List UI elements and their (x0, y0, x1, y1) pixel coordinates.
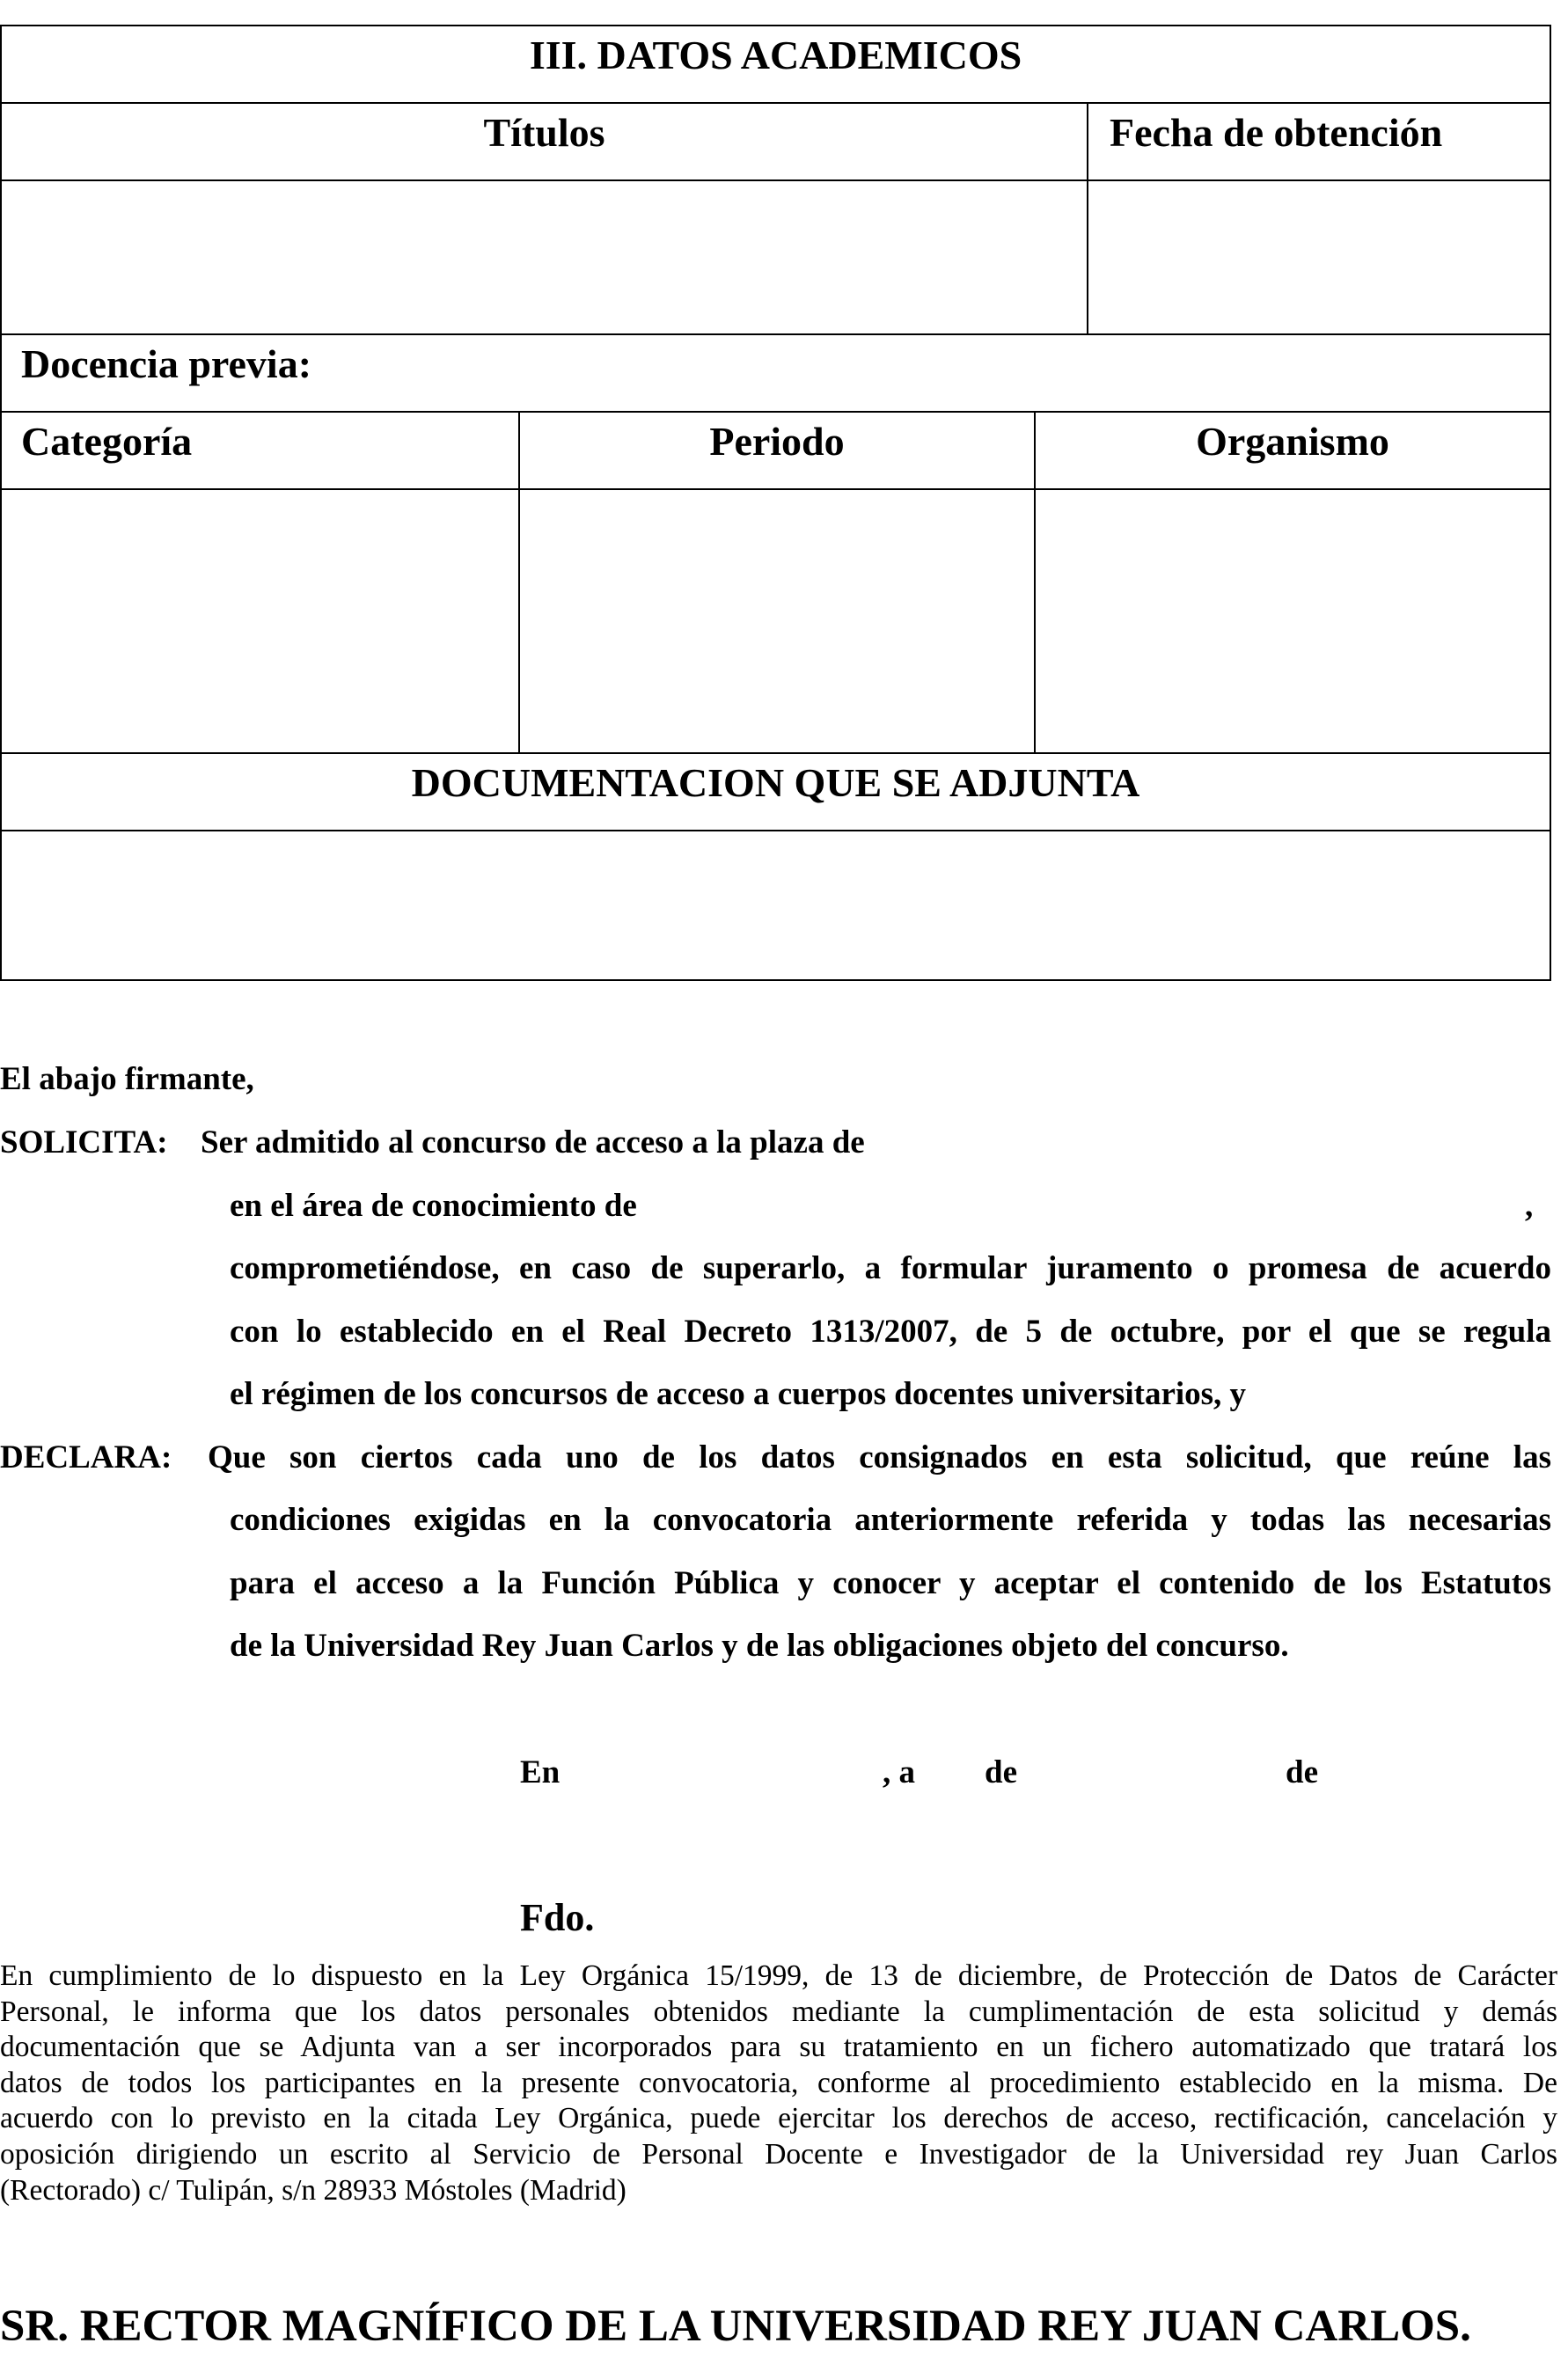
signature-label: Fdo. (520, 1896, 595, 1939)
documentacion-title: DOCUMENTACION QUE SE ADJUNTA (411, 760, 1140, 805)
periodo-header-cell (518, 413, 1034, 488)
docencia-row (2, 335, 1550, 413)
place-a-label: , a (883, 1754, 915, 1790)
declara-line-1: Que son ciertos cada uno de los datos consignados en esta solicitud, que reúne las (208, 1439, 1551, 1475)
categoria-input-cell[interactable] (2, 490, 518, 752)
declara-line-2: condiciones exigidas en la convocatoria anteriormente referida y todas las necesarias (230, 1502, 1551, 1538)
privacy-line: En cumplimiento de lo dispuesto en la Ley Orgánica 15/1999, de 13 de diciembre, de Protección de Datos de Carácter (0, 1959, 1557, 1992)
area-comma: , (1525, 1188, 1534, 1224)
documentacion-header-row (2, 754, 1550, 831)
addressee: SR. RECTOR MAGNÍFICO DE LA UNIVERSIDAD REY JUAN CARLOS. (0, 2302, 1471, 2351)
docencia-label: Docencia previa: (21, 341, 312, 386)
privacy-line: documentación que se Adjunta van a ser incorporados para su tratamiento en un fichero automatizado que tratará los (0, 2031, 1557, 2064)
fecha-header-cell (1087, 104, 1550, 179)
titulos-header: Títulos (483, 110, 605, 155)
privacy-line: (Rectorado) c/ Tulipán, s/n 28933 Móstoles (Madrid) (0, 2173, 626, 2207)
periodo-input-cell[interactable] (518, 490, 1034, 752)
declaration-intro: El abajo firmante, (0, 1061, 254, 1097)
titulos-input-cell[interactable] (2, 181, 1087, 333)
section-title: III. DATOS ACADEMICOS (529, 33, 1022, 77)
privacy-line: Personal, le informa que los datos personales obtenidos mediante la cumplimentación de esta solicitud y demás (0, 1995, 1557, 2028)
titulos-input-row (2, 181, 1550, 335)
fecha-header: Fecha de obtención (1110, 110, 1443, 155)
titulos-header-cell (2, 104, 1087, 179)
categoria-header: Categoría (21, 419, 193, 464)
privacy-line: oposición dirigiendo un escrito al Servicio de Personal Docente e Investigador de la Universidad rey Juan Carlos (0, 2137, 1557, 2171)
academic-data-table (0, 25, 1551, 981)
docencia-header-row (2, 413, 1550, 490)
declara-line-4: de la Universidad Rey Juan Carlos y de las obligaciones objeto del concurso. (230, 1628, 1289, 1664)
docencia-input-row (2, 490, 1550, 754)
declara-line-3: para el acceso a la Función Pública y conocer y aceptar el contenido de los Estatutos (230, 1565, 1551, 1601)
solicita-line-5: el régimen de los concursos de acceso a cuerpos docentes universitarios, y (230, 1376, 1247, 1412)
organismo-header: Organismo (1196, 419, 1389, 464)
solicita-line-3: comprometiéndose, en caso de superarlo, a formular juramento o promesa de acuerdo (230, 1250, 1551, 1286)
declara-label: DECLARA: (0, 1439, 172, 1475)
privacy-line: datos de todos los participantes en la presente convocatoria, conforme al procedimiento establecido en la misma. De (0, 2066, 1557, 2099)
privacy-notice (0, 1959, 1557, 2208)
organismo-input-cell[interactable] (1034, 490, 1550, 752)
categoria-header-cell (2, 413, 518, 488)
titulos-header-row (2, 104, 1550, 181)
documentacion-input-row[interactable] (2, 831, 1550, 981)
solicita-line-4: con lo establecido en el Real Decreto 1313/2007, de 5 de octubre, por el que se regula (230, 1314, 1551, 1350)
privacy-line: acuerdo con lo previsto en la citada Ley Orgánica, puede ejercitar los derechos de acceso, rectificación, cancelación y (0, 2102, 1557, 2135)
place-en-label: En (520, 1754, 561, 1790)
area-text: en el área de conocimiento de (230, 1188, 637, 1224)
date-de-label-1: de (985, 1754, 1017, 1790)
periodo-header: Periodo (709, 419, 845, 464)
organismo-header-cell (1034, 413, 1550, 488)
solicita-label: SOLICITA: (0, 1124, 168, 1161)
section-title-row (2, 26, 1550, 104)
date-de-label-2: de (1286, 1754, 1318, 1790)
fecha-input-cell[interactable] (1087, 181, 1550, 333)
solicita-text: Ser admitido al concurso de acceso a la plaza de (201, 1124, 865, 1161)
